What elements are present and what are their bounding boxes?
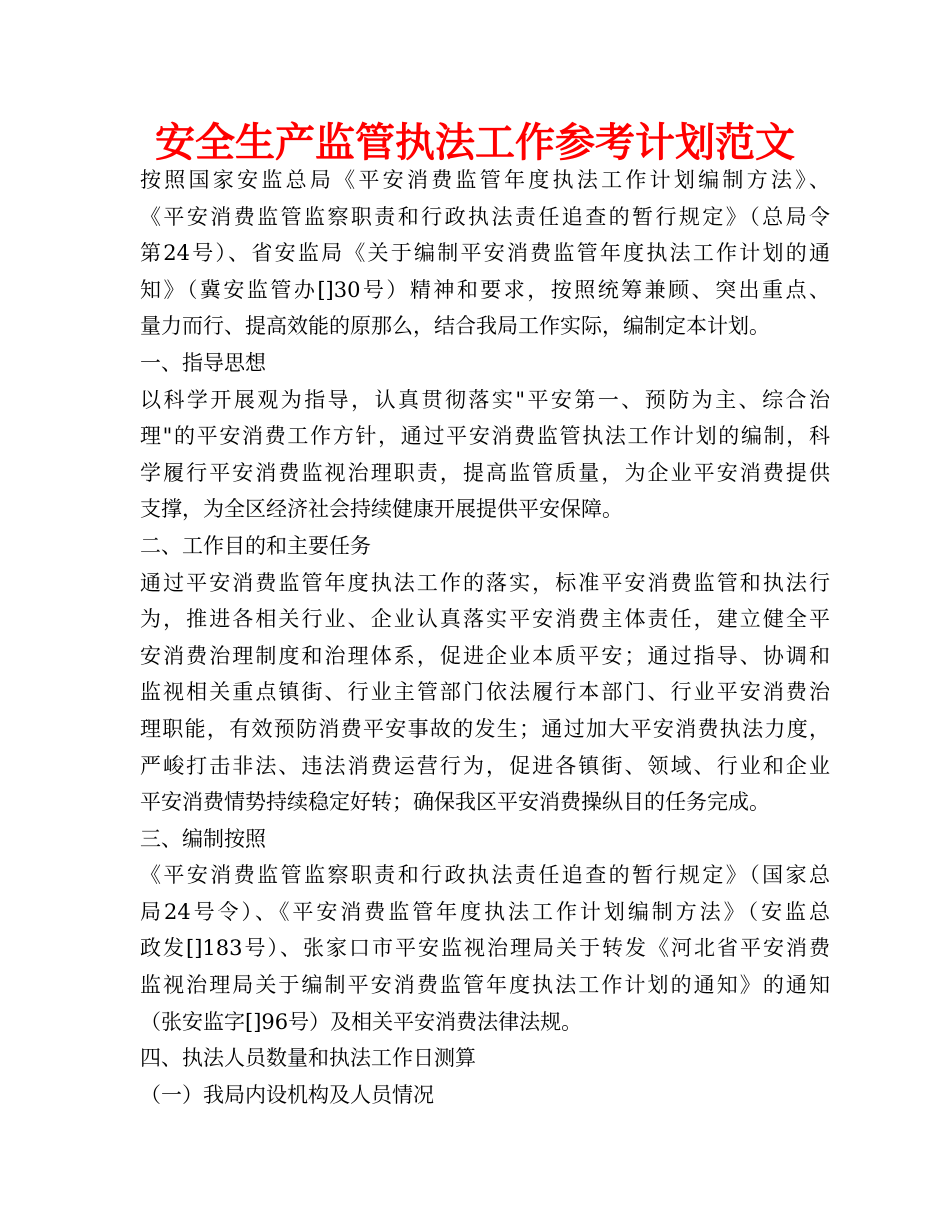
- body-line: 学履行平安消费监视治理职责，提高监管质量，为企业平安消费提供: [140, 460, 830, 485]
- body-line: 知》（冀安监管办[]30号）精神和要求，按照统筹兼顾、突出重点、: [140, 277, 830, 302]
- body-line: 以科学开展观为指导，认真贯彻落实"平安第一、预防为主、综合治: [140, 387, 830, 412]
- body-line: 局24号令）、《平安消费监管年度执法工作计划编制方法》（安监总: [140, 899, 830, 924]
- body-line: 《平安消费监管监察职责和行政执法责任追查的暂行规定》（国家总: [140, 863, 830, 888]
- body-line: 政发[]183号）、张家口市平安监视治理局关于转发《河北省平安消费: [140, 936, 830, 961]
- body-line: 按照国家安监总局《平安消费监管年度执法工作计划编制方法》、: [140, 168, 830, 192]
- body-line: 支撑，为全区经济社会持续健康开展提供平安保障。: [140, 497, 623, 522]
- body-line: 三、编制按照: [140, 826, 266, 851]
- body-line: 第24号）、省安监局《关于编制平安消费监管年度执法工作计划的通: [140, 241, 830, 266]
- body-line: 监视治理局关于编制平安消费监管年度执法工作计划的通知》的通知: [140, 973, 830, 998]
- body-line: （一）我局内设机构及人员情况: [140, 1082, 434, 1107]
- body-line: 安消费治理制度和治理体系，促进企业本质平安；通过指导、协调和: [140, 643, 830, 668]
- body-line: 四、执法人员数量和执法工作日测算: [140, 1046, 476, 1071]
- document-title: 安全生产监管执法工作参考计划范文: [155, 120, 795, 166]
- body-line: 一、指导思想: [140, 350, 266, 375]
- body-line: （张安监字[]96号）及相关平安消费法律法规。: [140, 1009, 583, 1034]
- body-line: 通过平安消费监管年度执法工作的落实，标准平安消费监管和执法行: [140, 570, 830, 595]
- body-line: 理职能，有效预防消费平安事故的发生；通过加大平安消费执法力度，: [140, 716, 830, 741]
- body-line: 严峻打击非法、违法消费运营行为，促进各镇街、领域、行业和企业: [140, 753, 830, 778]
- body-line: 监视相关重点镇街、行业主管部门依法履行本部门、行业平安消费治: [140, 680, 830, 705]
- body-line: 量力而行、提高效能的原那么，结合我局工作实际，编制定本计划。: [140, 314, 770, 339]
- body-line: 平安消费情势持续稳定好转；确保我区平安消费操纵目的任务完成。: [140, 790, 770, 815]
- document-body: [140, 162, 830, 1113]
- body-line: 《平安消费监管监察职责和行政执法责任追查的暂行规定》（总局令: [140, 204, 830, 229]
- body-line: 为，推进各相关行业、企业认真落实平安消费主体责任，建立健全平: [140, 607, 830, 632]
- body-line: 二、工作目的和主要任务: [140, 533, 371, 558]
- body-line: 理"的平安消费工作方针，通过平安消费监管执法工作计划的编制，科: [140, 424, 830, 449]
